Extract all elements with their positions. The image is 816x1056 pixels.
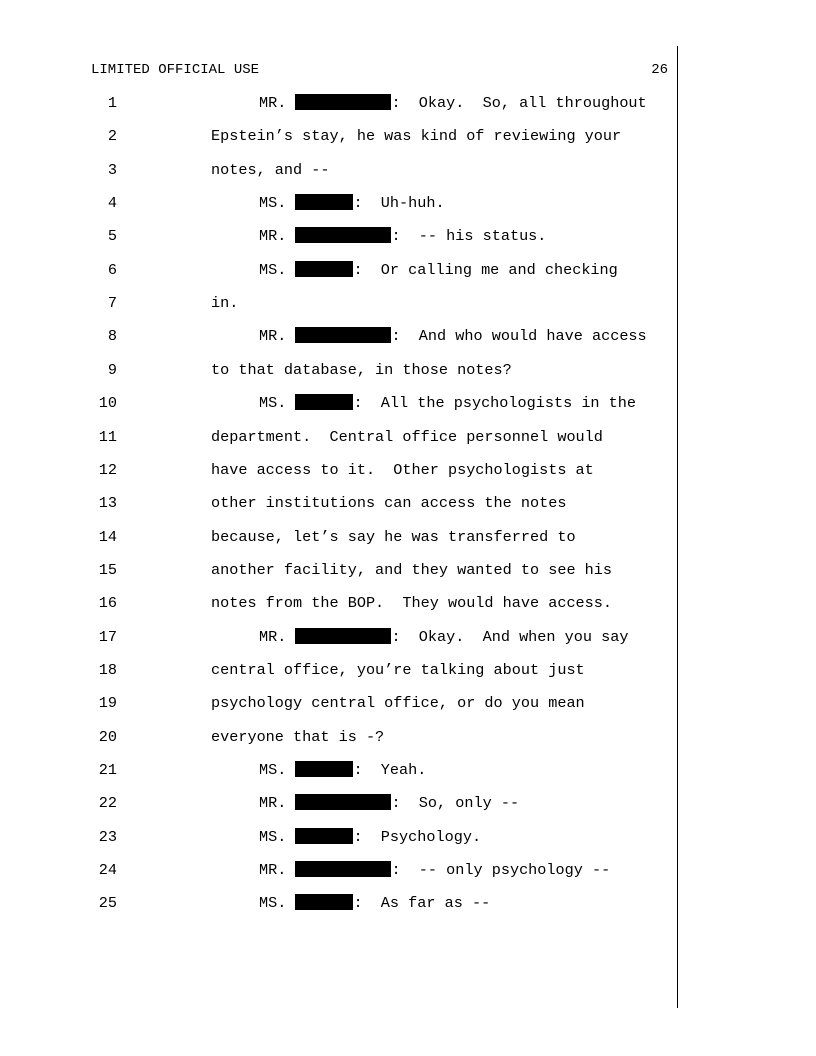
speaker-turn	[259, 327, 647, 345]
speaker-text: : And who would have access	[391, 327, 647, 346]
line-number: 19	[98, 694, 117, 713]
speaker-turn	[259, 894, 490, 912]
speaker-text: : -- only psychology --	[391, 861, 611, 880]
redaction-box	[295, 227, 391, 243]
speaker-turn	[259, 761, 426, 779]
line-number: 18	[98, 660, 117, 679]
line-number: 25	[98, 894, 117, 913]
transcript-line	[0, 94, 816, 114]
speaker-text: : So, only --	[391, 794, 520, 813]
line-number: 4	[107, 194, 117, 213]
speaker-text: : Yeah.	[353, 761, 427, 779]
transcript-line	[0, 628, 816, 648]
transcript-line	[0, 361, 816, 381]
transcript-line	[0, 461, 816, 481]
speaker-turn	[259, 828, 481, 846]
speaker-turn	[259, 794, 519, 812]
speaker-turn	[259, 261, 618, 279]
line-number: 5	[107, 227, 117, 246]
speaker-title: MR.	[259, 94, 287, 112]
transcript-line	[0, 861, 816, 881]
speaker-turn	[259, 94, 647, 112]
page-header	[91, 62, 668, 80]
line-text: to that database, in those notes?	[211, 360, 512, 379]
speaker-turn	[259, 628, 628, 646]
speaker-title: MR.	[259, 227, 287, 246]
line-text: because, let’s say he was transferred to	[211, 527, 576, 546]
line-number: 22	[98, 794, 117, 813]
line-number: 14	[98, 527, 117, 546]
transcript-line	[0, 428, 816, 448]
redaction-box	[295, 828, 353, 844]
transcript-line	[0, 728, 816, 748]
speaker-title: MS.	[259, 761, 287, 779]
transcript-line	[0, 227, 816, 247]
transcript-line	[0, 894, 816, 914]
line-number: 11	[98, 427, 117, 446]
redaction-box	[295, 261, 353, 277]
speaker-title: MR.	[259, 627, 287, 646]
line-text: another facility, and they wanted to see his	[211, 560, 613, 579]
line-number: 12	[98, 460, 117, 479]
transcript-line	[0, 161, 816, 181]
transcript-line	[0, 561, 816, 581]
line-number: 1	[107, 94, 117, 112]
transcript-line	[0, 327, 816, 347]
line-number: 24	[98, 861, 117, 880]
transcript-line	[0, 694, 816, 714]
speaker-text: : Okay. And when you say	[391, 627, 629, 646]
transcript-line	[0, 127, 816, 147]
speaker-turn	[259, 394, 636, 412]
line-number: 13	[98, 494, 117, 513]
transcript-line	[0, 261, 816, 281]
transcript-line	[0, 761, 816, 781]
speaker-turn	[259, 227, 546, 245]
speaker-text: : As far as --	[353, 894, 491, 913]
redaction-box	[295, 628, 391, 644]
line-text: in.	[211, 294, 239, 313]
line-text: everyone that is -?	[211, 727, 385, 746]
line-number: 15	[98, 560, 117, 579]
speaker-title: MR.	[259, 794, 287, 813]
transcript-line	[0, 828, 816, 848]
speaker-title: MS.	[259, 894, 287, 913]
line-text: other institutions can access the notes	[211, 494, 567, 513]
transcript-line	[0, 194, 816, 214]
speaker-title: MS.	[259, 394, 287, 413]
transcript-line	[0, 494, 816, 514]
redaction-box	[295, 394, 353, 410]
line-text: department. Central office personnel would	[211, 427, 603, 446]
line-text: notes from the BOP. They would have access.	[211, 594, 613, 613]
line-text: notes, and --	[211, 160, 330, 179]
speaker-title: MS.	[259, 194, 287, 213]
line-text: central office, you’re talking about just	[211, 660, 585, 679]
line-number: 8	[107, 327, 117, 346]
speaker-title: MR.	[259, 327, 287, 346]
transcript-line	[0, 661, 816, 681]
line-number: 2	[107, 127, 117, 146]
speaker-text: : -- his status.	[391, 227, 547, 246]
transcript-line	[0, 794, 816, 814]
speaker-text: : All the psychologists in the	[353, 394, 637, 413]
redaction-box	[295, 794, 391, 810]
line-text: psychology central office, or do you mean	[211, 694, 585, 713]
transcript-line	[0, 528, 816, 548]
redaction-box	[295, 861, 391, 877]
transcript-line	[0, 294, 816, 314]
line-number: 21	[98, 761, 117, 779]
transcript-line	[0, 394, 816, 414]
line-number: 20	[98, 727, 117, 746]
speaker-text: : Uh-huh.	[353, 194, 445, 213]
speaker-turn	[259, 861, 610, 879]
redaction-box	[295, 894, 353, 910]
line-number: 6	[107, 260, 117, 279]
redaction-box	[295, 194, 353, 210]
speaker-text: : Psychology.	[353, 827, 482, 846]
line-number: 10	[98, 394, 117, 413]
speaker-title: MS.	[259, 827, 287, 846]
redaction-box	[295, 327, 391, 343]
redaction-box	[295, 94, 391, 110]
line-text: have access to it. Other psychologists at	[211, 460, 594, 479]
redaction-box	[295, 761, 353, 777]
speaker-text: : Or calling me and checking	[353, 260, 618, 279]
line-number: 16	[98, 594, 117, 613]
line-number: 9	[107, 360, 117, 379]
speaker-turn	[259, 194, 445, 212]
speaker-title: MR.	[259, 861, 287, 880]
speaker-text: : Okay. So, all throughout	[391, 94, 647, 112]
line-number: 3	[107, 160, 117, 179]
page-number: 26	[651, 62, 668, 78]
line-number: 17	[98, 627, 117, 646]
line-number: 7	[107, 294, 117, 313]
line-number: 23	[98, 827, 117, 846]
speaker-title: MS.	[259, 260, 287, 279]
classification-marking: LIMITED OFFICIAL USE	[91, 62, 260, 78]
line-text: Epstein’s stay, he was kind of reviewing your	[211, 127, 622, 146]
transcript-line	[0, 594, 816, 614]
